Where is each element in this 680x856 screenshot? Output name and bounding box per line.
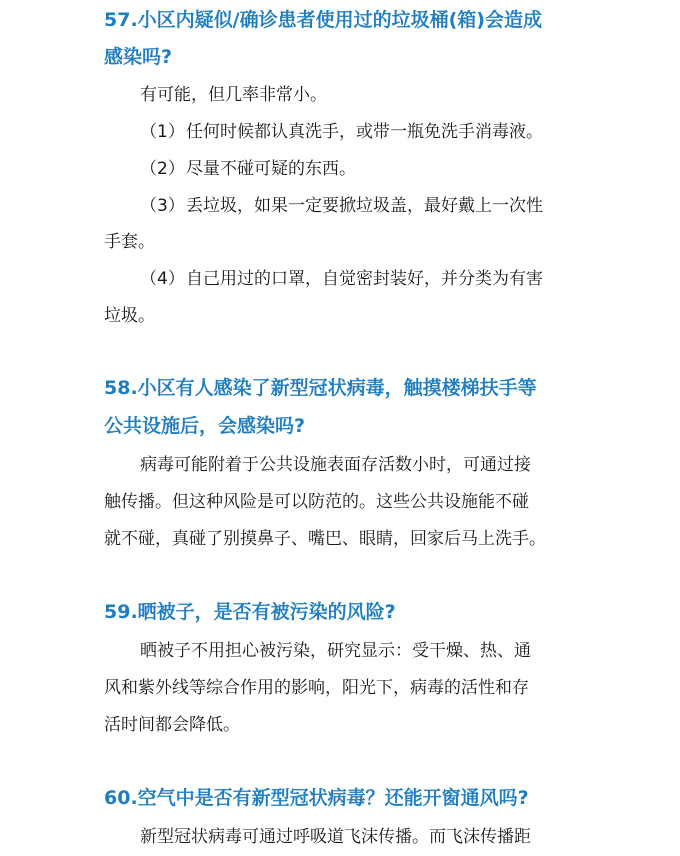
answer-57-item-4: [104, 261, 620, 298]
answer-59-line-1: 晒被子不用担心被污染，研究显示：受干燥、热、通: [140, 641, 531, 661]
item-text: 尽量不碰可疑的东西。: [186, 159, 356, 179]
answer-57-item-1: [104, 114, 620, 151]
item-text: 丢垃圾，如果一定要掀垃圾盖，最好戴上一次性: [186, 196, 543, 216]
question-58-title-line-2: 公共设施后，会感染吗?: [104, 415, 306, 437]
question-57-title-line-1: 57.小区内疑似/确诊患者使用过的垃圾桶(箱)会造成: [104, 9, 542, 31]
answer-60-line-1: 新型冠状病毒可通过呼吸道飞沫传播。而飞沫传播距: [140, 827, 531, 847]
answer-58-line-2: 触传播。但这种风险是可以防范的。这些公共设施能不碰: [104, 492, 529, 512]
item-text: 自己用过的口罩，自觉密封装好，并分类为有害: [186, 269, 543, 289]
answer-57-item-3: [104, 188, 620, 225]
item-number: （2）: [140, 159, 185, 179]
item-text: 任何时候都认真洗手，或带一瓶免洗手消毒液。: [186, 122, 543, 142]
question-58-title-line-1: 58.小区有人感染了新型冠状病毒，触摸楼梯扶手等: [104, 377, 537, 399]
item-number: （1）: [140, 122, 185, 142]
item-number: （4）: [140, 269, 185, 289]
answer-58-line-3: 就不碰，真碰了别摸鼻子、嘴巴、眼睛，回家后马上洗手。: [104, 529, 546, 549]
answer-59-line-3: 活时间都会降低。: [104, 715, 240, 735]
answer-57-item-4-cont: 垃圾。: [104, 306, 155, 326]
item-number: （3）: [140, 196, 185, 216]
answer-59-line-2: 风和紫外线等综合作用的影响，阳光下，病毒的活性和存: [104, 678, 529, 698]
answer-57-item-3-cont: 手套。: [104, 232, 155, 252]
question-57-title-line-2: 感染吗?: [104, 46, 173, 68]
question-60-title: 60.空气中是否有新型冠状病毒？还能开窗通风吗?: [104, 787, 529, 809]
answer-57-intro: 有可能，但几率非常小。: [140, 85, 327, 105]
answer-58-line-1: 病毒可能附着于公共设施表面存活数小时，可通过接: [140, 455, 531, 475]
question-59-title: 59.晒被子，是否有被污染的风险?: [104, 601, 396, 623]
answer-57-item-2: [104, 151, 620, 188]
